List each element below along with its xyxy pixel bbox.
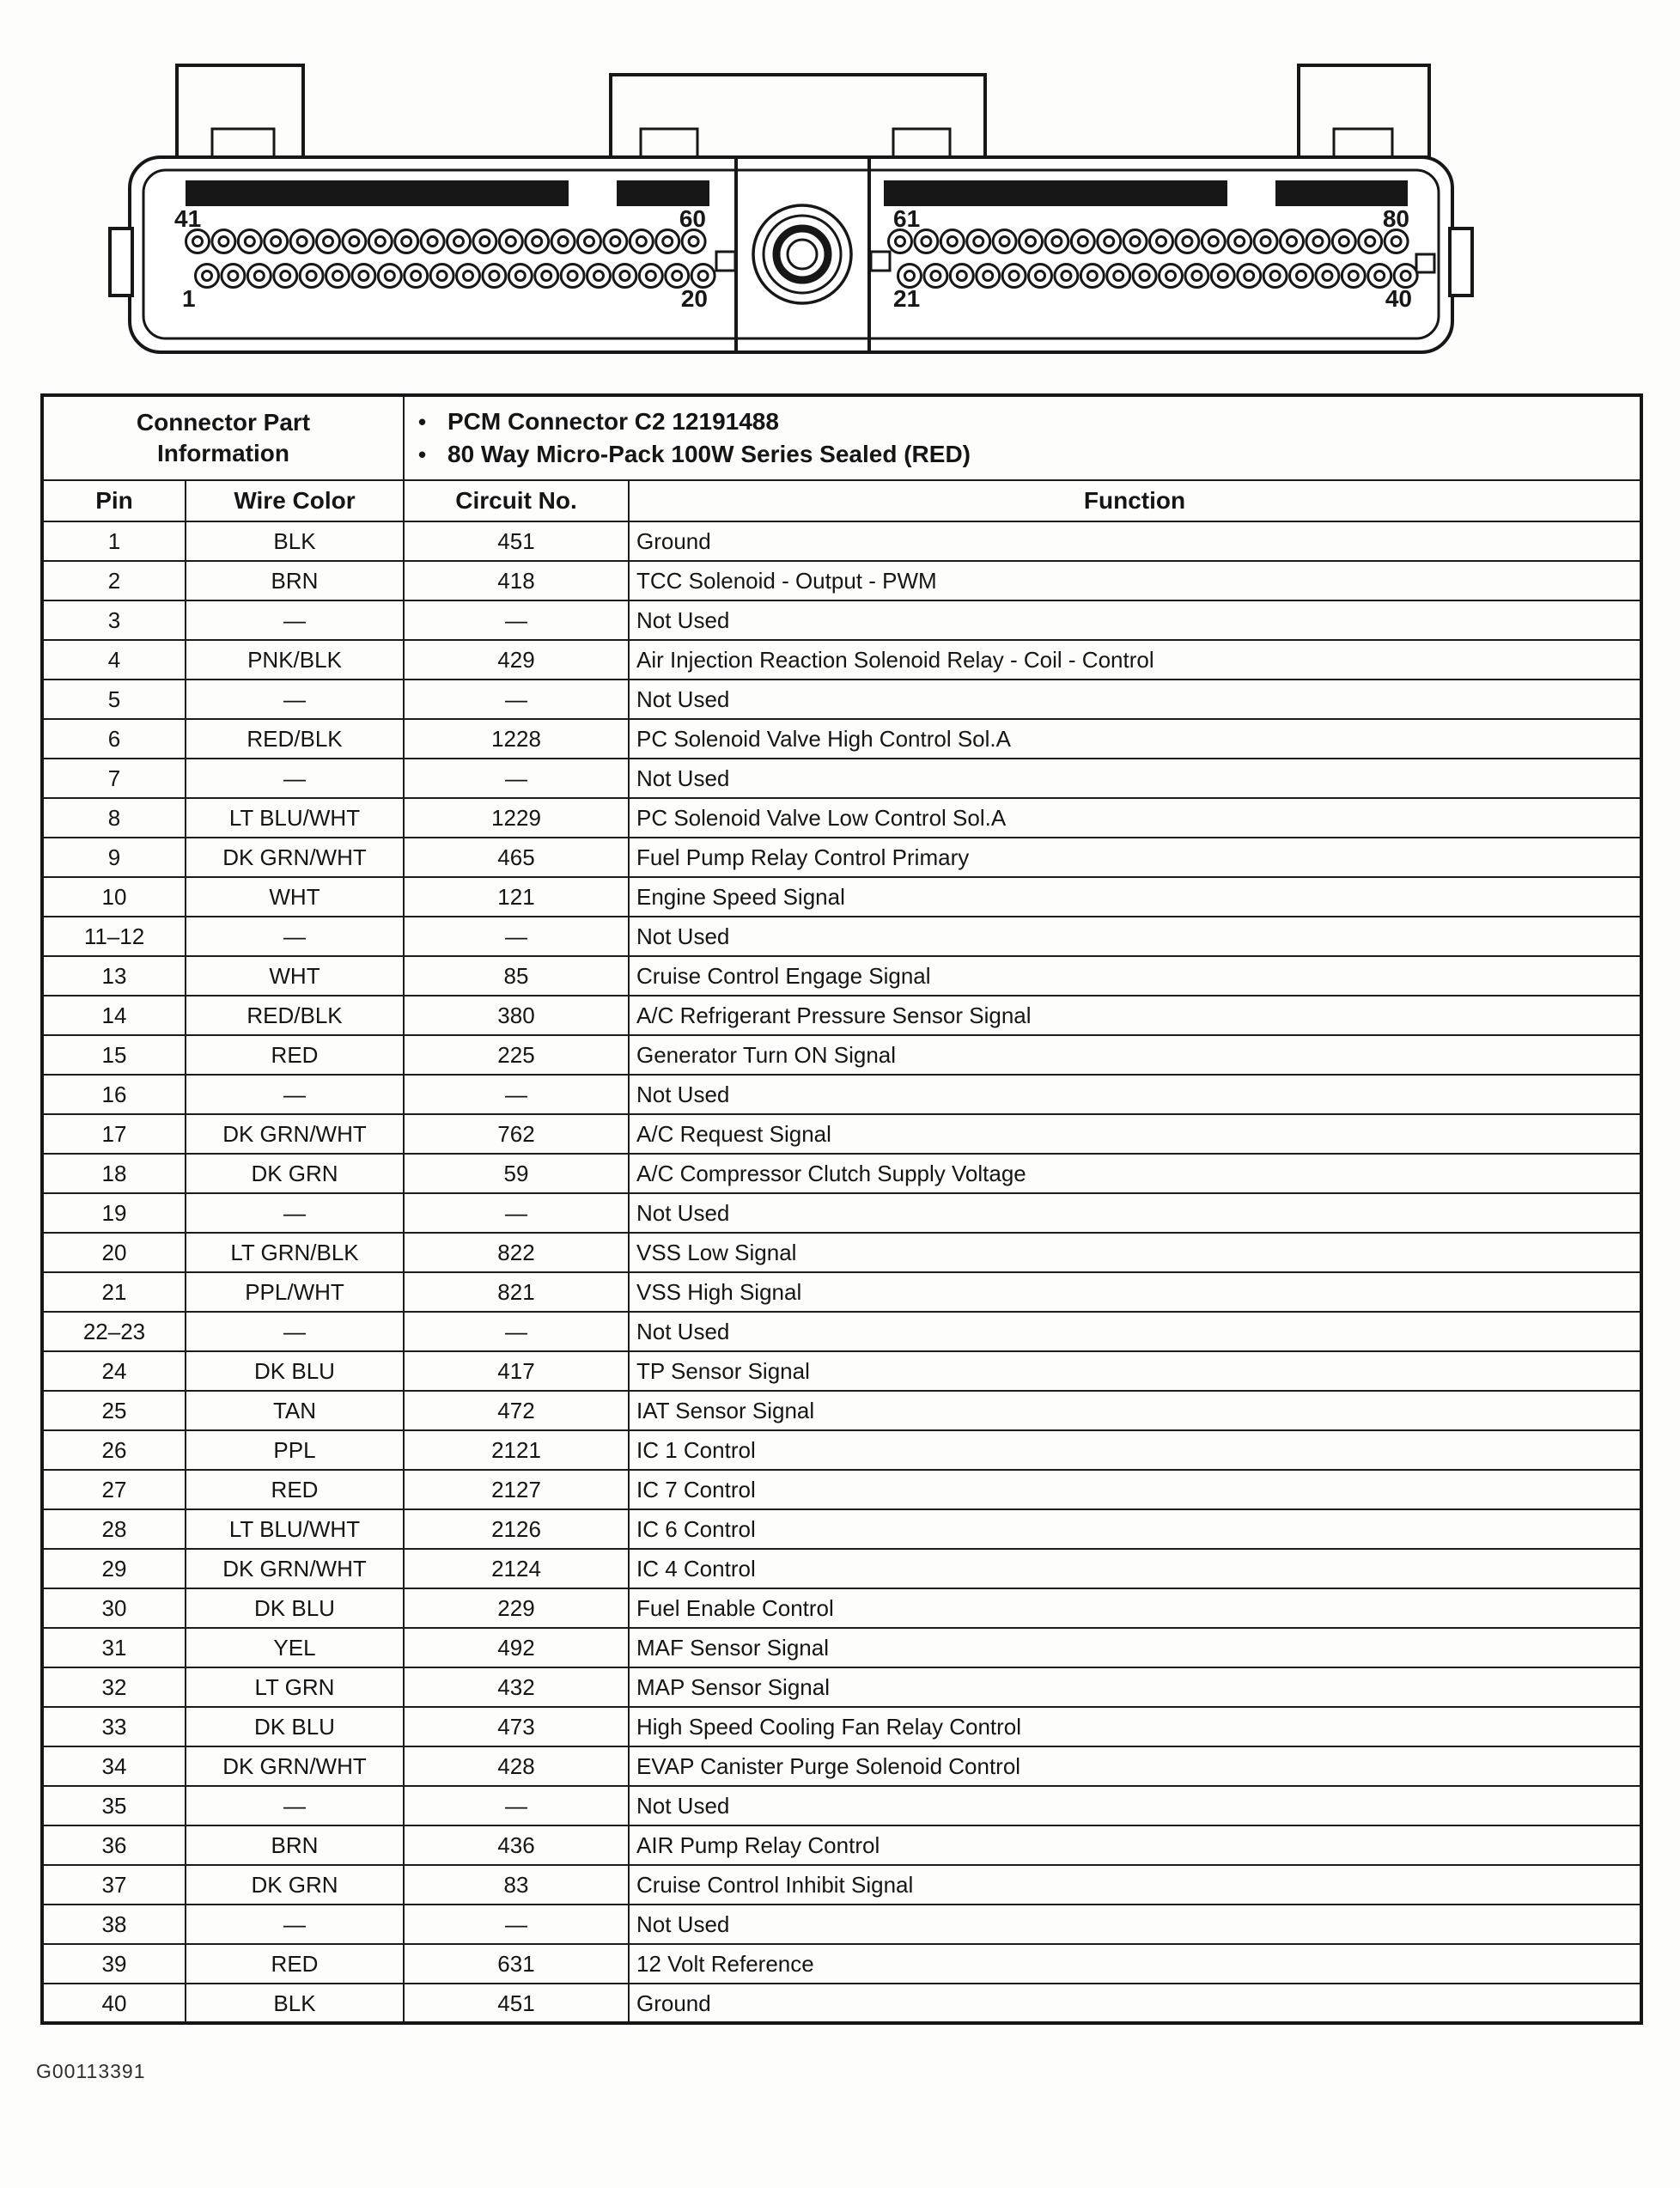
cell-function: Not Used: [629, 1786, 1641, 1825]
column-header-function: Function: [629, 480, 1641, 521]
cell-wire: PPL/WHT: [186, 1272, 404, 1312]
cell-circuit: —: [404, 1312, 629, 1351]
cell-pin: 15: [42, 1035, 186, 1075]
cell-function: MAF Sensor Signal: [629, 1628, 1641, 1667]
cell-function: 12 Volt Reference: [629, 1944, 1641, 1984]
cell-wire: LT BLU/WHT: [186, 798, 404, 838]
table-row: [42, 1114, 1641, 1154]
cell-function: VSS High Signal: [629, 1272, 1641, 1312]
table-row: [42, 798, 1641, 838]
cell-function: Cruise Control Inhibit Signal: [629, 1865, 1641, 1905]
connector-series-text: 80 Way Micro-Pack 100W Series Sealed (RED): [447, 441, 971, 467]
table-row: [42, 719, 1641, 759]
cell-wire: —: [186, 1312, 404, 1351]
cell-circuit: 465: [404, 838, 629, 877]
svg-text:80: 80: [1382, 205, 1409, 232]
table-row: [42, 1075, 1641, 1114]
cell-function: IC 1 Control: [629, 1430, 1641, 1470]
cell-wire: —: [186, 1193, 404, 1233]
cell-circuit: 1228: [404, 719, 629, 759]
cell-pin: 39: [42, 1944, 186, 1984]
cell-wire: —: [186, 1905, 404, 1944]
table-row: [42, 1154, 1641, 1193]
cell-circuit: 821: [404, 1272, 629, 1312]
cell-function: Air Injection Reaction Solenoid Relay - Coil - Control: [629, 640, 1641, 680]
table-row: [42, 1312, 1641, 1351]
cell-function: A/C Refrigerant Pressure Sensor Signal: [629, 996, 1641, 1035]
cell-pin: 33: [42, 1707, 186, 1746]
cell-circuit: —: [404, 600, 629, 640]
cell-function: Not Used: [629, 1075, 1641, 1114]
table-row: [42, 1667, 1641, 1707]
cell-pin: 14: [42, 996, 186, 1035]
cell-function: Not Used: [629, 759, 1641, 798]
cell-wire: DK BLU: [186, 1588, 404, 1628]
cell-wire: BRN: [186, 1825, 404, 1865]
cell-function: A/C Compressor Clutch Supply Voltage: [629, 1154, 1641, 1193]
table-row: [42, 1035, 1641, 1075]
table-row: [42, 680, 1641, 719]
cell-pin: 5: [42, 680, 186, 719]
cell-pin: 29: [42, 1549, 186, 1588]
table-row: [42, 1825, 1641, 1865]
cell-circuit: —: [404, 1786, 629, 1825]
cell-wire: LT GRN: [186, 1667, 404, 1707]
cell-circuit: —: [404, 1193, 629, 1233]
cell-function: Not Used: [629, 600, 1641, 640]
cell-pin: 32: [42, 1667, 186, 1707]
cell-circuit: 436: [404, 1825, 629, 1865]
table-row: [42, 1786, 1641, 1825]
cell-pin: 1: [42, 521, 186, 561]
table-row: [42, 877, 1641, 917]
cell-circuit: —: [404, 1905, 629, 1944]
cell-function: IC 7 Control: [629, 1470, 1641, 1509]
cell-wire: WHT: [186, 956, 404, 996]
cell-wire: —: [186, 917, 404, 956]
cell-function: IC 4 Control: [629, 1549, 1641, 1588]
table-column-header-row: [42, 480, 1641, 521]
cell-circuit: 59: [404, 1154, 629, 1193]
cell-circuit: —: [404, 680, 629, 719]
cell-circuit: 428: [404, 1746, 629, 1786]
cell-circuit: 418: [404, 561, 629, 600]
table-row: [42, 1746, 1641, 1786]
connector-id-text: PCM Connector C2 12191488: [447, 408, 779, 435]
connector-id-header: [404, 395, 1641, 480]
cell-pin: 18: [42, 1154, 186, 1193]
cell-function: Not Used: [629, 1312, 1641, 1351]
table-header-info-row: [42, 395, 1641, 480]
bullet-icon: •: [418, 442, 427, 467]
cell-pin: 28: [42, 1509, 186, 1549]
cell-pin: 26: [42, 1430, 186, 1470]
connector-series-line: [418, 438, 1634, 471]
cell-function: PC Solenoid Valve Low Control Sol.A: [629, 798, 1641, 838]
table-row: [42, 600, 1641, 640]
svg-text:20: 20: [680, 285, 708, 312]
table-row: [42, 838, 1641, 877]
table-row: [42, 1905, 1641, 1944]
cell-pin: 21: [42, 1272, 186, 1312]
cell-wire: BRN: [186, 561, 404, 600]
cell-circuit: 2121: [404, 1430, 629, 1470]
cell-function: IC 6 Control: [629, 1509, 1641, 1549]
table-row: [42, 1351, 1641, 1391]
cell-wire: —: [186, 680, 404, 719]
cell-function: PC Solenoid Valve High Control Sol.A: [629, 719, 1641, 759]
cell-wire: YEL: [186, 1628, 404, 1667]
table-row: [42, 561, 1641, 600]
part-info-line2: Information: [157, 440, 289, 466]
table-row: [42, 1944, 1641, 1984]
cell-function: Fuel Pump Relay Control Primary: [629, 838, 1641, 877]
cell-pin: 25: [42, 1391, 186, 1430]
cell-pin: 27: [42, 1470, 186, 1509]
table-row: [42, 1430, 1641, 1470]
table-row: [42, 1628, 1641, 1667]
cell-wire: DK GRN/WHT: [186, 1549, 404, 1588]
table-row: [42, 1391, 1641, 1430]
cell-function: Fuel Enable Control: [629, 1588, 1641, 1628]
table-row: [42, 1865, 1641, 1905]
cell-pin: 19: [42, 1193, 186, 1233]
cell-wire: —: [186, 600, 404, 640]
svg-text:60: 60: [679, 205, 706, 232]
cell-function: Not Used: [629, 1905, 1641, 1944]
cell-pin: 36: [42, 1825, 186, 1865]
table-row: [42, 1193, 1641, 1233]
cell-circuit: 1229: [404, 798, 629, 838]
cell-circuit: 121: [404, 877, 629, 917]
table-row: [42, 1272, 1641, 1312]
cell-wire: RED/BLK: [186, 996, 404, 1035]
cell-wire: —: [186, 759, 404, 798]
cell-wire: TAN: [186, 1391, 404, 1430]
cell-wire: LT GRN/BLK: [186, 1233, 404, 1272]
cell-function: Engine Speed Signal: [629, 877, 1641, 917]
cell-circuit: 2124: [404, 1549, 629, 1588]
cell-circuit: 492: [404, 1628, 629, 1667]
cell-wire: WHT: [186, 877, 404, 917]
table-row: [42, 1549, 1641, 1588]
cell-wire: RED/BLK: [186, 719, 404, 759]
cell-pin: 38: [42, 1905, 186, 1944]
cell-function: EVAP Canister Purge Solenoid Control: [629, 1746, 1641, 1786]
figure-id: G00113391: [36, 2060, 146, 2082]
cell-function: Ground: [629, 521, 1641, 561]
cell-pin: 40: [42, 1984, 186, 2023]
pcm-connector-diagram: [0, 0, 1680, 382]
table-row: [42, 1509, 1641, 1549]
column-header-wire: Wire Color: [186, 480, 404, 521]
cell-wire: RED: [186, 1470, 404, 1509]
column-header-pin: Pin: [42, 480, 186, 521]
bullet-icon: •: [418, 409, 427, 435]
table-row: [42, 996, 1641, 1035]
cell-circuit: 451: [404, 521, 629, 561]
cell-function: TP Sensor Signal: [629, 1351, 1641, 1391]
cell-circuit: 2127: [404, 1470, 629, 1509]
table-row: [42, 1470, 1641, 1509]
cell-function: High Speed Cooling Fan Relay Control: [629, 1707, 1641, 1746]
table-row: [42, 917, 1641, 956]
cell-pin: 8: [42, 798, 186, 838]
cell-wire: DK GRN: [186, 1865, 404, 1905]
cell-pin: 35: [42, 1786, 186, 1825]
cell-circuit: 822: [404, 1233, 629, 1272]
table-row: [42, 1233, 1641, 1272]
cell-wire: RED: [186, 1035, 404, 1075]
svg-text:61: 61: [893, 205, 921, 232]
cell-wire: BLK: [186, 1984, 404, 2023]
cell-wire: DK GRN: [186, 1154, 404, 1193]
table-row: [42, 1588, 1641, 1628]
cell-pin: 7: [42, 759, 186, 798]
cell-wire: RED: [186, 1944, 404, 1984]
cell-wire: DK BLU: [186, 1351, 404, 1391]
cell-pin: 37: [42, 1865, 186, 1905]
cell-function: VSS Low Signal: [629, 1233, 1641, 1272]
cell-circuit: —: [404, 759, 629, 798]
cell-function: MAP Sensor Signal: [629, 1667, 1641, 1707]
table-row: [42, 640, 1641, 680]
cell-pin: 2: [42, 561, 186, 600]
cell-circuit: 432: [404, 1667, 629, 1707]
cell-pin: 4: [42, 640, 186, 680]
cell-pin: 10: [42, 877, 186, 917]
table-row: [42, 1707, 1641, 1746]
pin-table-body: [42, 521, 1641, 2023]
cell-circuit: 85: [404, 956, 629, 996]
cell-wire: DK GRN/WHT: [186, 1746, 404, 1786]
cell-pin: 16: [42, 1075, 186, 1114]
cell-circuit: —: [404, 917, 629, 956]
cell-circuit: 2126: [404, 1509, 629, 1549]
cell-pin: 6: [42, 719, 186, 759]
cell-circuit: 631: [404, 1944, 629, 1984]
cell-function: AIR Pump Relay Control: [629, 1825, 1641, 1865]
cell-circuit: —: [404, 1075, 629, 1114]
cell-function: TCC Solenoid - Output - PWM: [629, 561, 1641, 600]
cell-pin: 34: [42, 1746, 186, 1786]
cell-pin: 24: [42, 1351, 186, 1391]
table-row: [42, 759, 1641, 798]
cell-pin: 31: [42, 1628, 186, 1667]
cell-wire: —: [186, 1075, 404, 1114]
cell-pin: 20: [42, 1233, 186, 1272]
table-row: [42, 1984, 1641, 2023]
svg-text:21: 21: [893, 285, 921, 312]
cell-circuit: 229: [404, 1588, 629, 1628]
svg-text:40: 40: [1385, 285, 1412, 312]
cell-pin: 9: [42, 838, 186, 877]
cell-circuit: 417: [404, 1351, 629, 1391]
cell-function: Not Used: [629, 680, 1641, 719]
cell-wire: BLK: [186, 521, 404, 561]
svg-text:41: 41: [174, 205, 202, 232]
cell-function: Cruise Control Engage Signal: [629, 956, 1641, 996]
column-header-circuit: Circuit No.: [404, 480, 629, 521]
cell-circuit: 762: [404, 1114, 629, 1154]
cell-wire: PNK/BLK: [186, 640, 404, 680]
part-info-line1: Connector Part: [136, 409, 311, 436]
table-row: [42, 956, 1641, 996]
part-info-header: [42, 395, 404, 480]
cell-function: Ground: [629, 1984, 1641, 2023]
svg-text:1: 1: [182, 285, 196, 312]
cell-pin: 3: [42, 600, 186, 640]
cell-pin: 13: [42, 956, 186, 996]
cell-circuit: 225: [404, 1035, 629, 1075]
cell-wire: PPL: [186, 1430, 404, 1470]
cell-function: Not Used: [629, 917, 1641, 956]
cell-pin: 30: [42, 1588, 186, 1628]
cell-circuit: 429: [404, 640, 629, 680]
table-row: [42, 521, 1641, 561]
cell-pin: 22–23: [42, 1312, 186, 1351]
cell-wire: LT BLU/WHT: [186, 1509, 404, 1549]
cell-circuit: 472: [404, 1391, 629, 1430]
pin-table: [40, 393, 1643, 2025]
cell-wire: DK GRN/WHT: [186, 838, 404, 877]
cell-circuit: 83: [404, 1865, 629, 1905]
cell-function: IAT Sensor Signal: [629, 1391, 1641, 1430]
cell-circuit: 451: [404, 1984, 629, 2023]
cell-circuit: 473: [404, 1707, 629, 1746]
connector-id-line: [418, 405, 1634, 438]
cell-circuit: 380: [404, 996, 629, 1035]
cell-wire: —: [186, 1786, 404, 1825]
cell-function: A/C Request Signal: [629, 1114, 1641, 1154]
cell-wire: DK GRN/WHT: [186, 1114, 404, 1154]
cell-function: Not Used: [629, 1193, 1641, 1233]
cell-pin: 11–12: [42, 917, 186, 956]
cell-wire: DK BLU: [186, 1707, 404, 1746]
cell-pin: 17: [42, 1114, 186, 1154]
cell-function: Generator Turn ON Signal: [629, 1035, 1641, 1075]
